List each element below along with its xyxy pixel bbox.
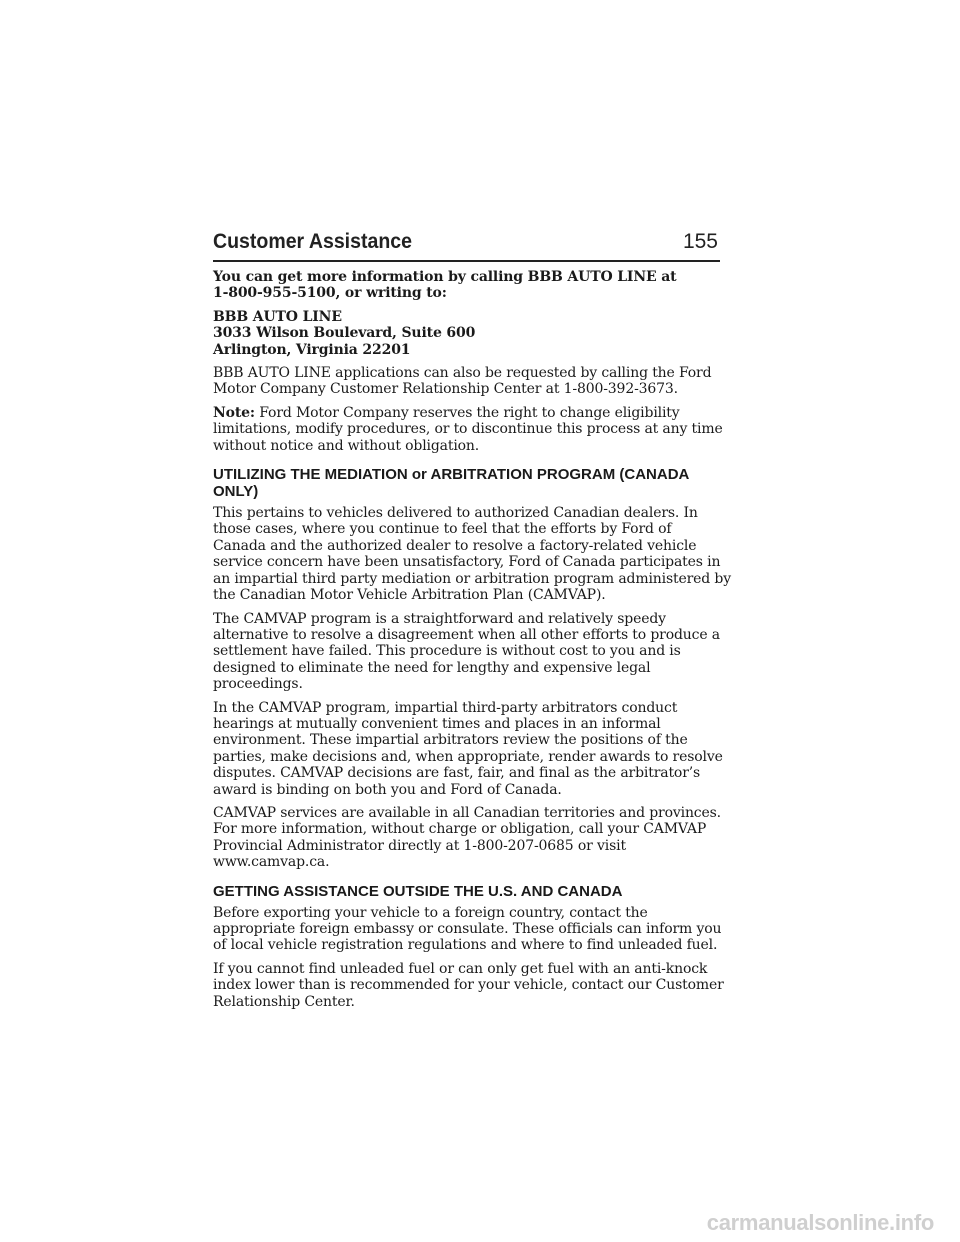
canada-paragraph-3: In the CAMVAP program, impartial third-party arbitrators conduct hearings at mutually convenient times and places in an informal environment. These impartial arbitrators review the positions of the parties, make decisions and, when appropriate, render awards to resolve disputes. CAMVAP decisions are fast, fair, and final as the arbitrator’s award is binding on both you and Ford of Canada. bbox=[213, 699, 723, 798]
outside-paragraph-1: Before exporting your vehicle to a foreign country, contact the appropriate foreign embassy or consulate. These officials can inform you of local vehicle registration regulations and where to find unleaded fuel. bbox=[213, 904, 722, 954]
page-number: 155 bbox=[682, 230, 718, 253]
heading-outside-us-canada: GETTING ASSISTANCE OUTSIDE THE U.S. AND CANADA bbox=[213, 882, 623, 900]
canada-paragraph-2: The CAMVAP program is a straightforward and relatively speedy alternative to resolve a disagreement when all other efforts to produce a settlement have failed. This procedure is without cost to you and is designed to eliminate the need for lengthy and expensive legal proceedings. bbox=[213, 610, 720, 693]
canada-paragraph-4: CAMVAP services are available in all Canadian territories and provinces. For more information, without charge or obligation, call your CAMVAP Provincial Administrator directly at 1-800-207-0685 or visit www.camvap.ca. bbox=[213, 804, 721, 871]
mailing-address: BBB AUTO LINE 3033 Wilson Boulevard, Suite 600 Arlington, Virginia 22201 bbox=[213, 308, 476, 358]
page-body bbox=[213, 269, 733, 1017]
canada-paragraph-1: This pertains to vehicles delivered to authorized Canadian dealers. In those cases, where you continue to feel that the efforts by Ford of Canada and the authorized dealer to resolve a factory-related vehicle service concern have been unsatisfactory, Ford of Canada participates in an impartial third party mediation or arbitration program administered by the Canadian Motor Vehicle Arbitration Plan (CAMVAP). bbox=[213, 505, 731, 604]
site-watermark: carmanualsonline.info bbox=[706, 1210, 934, 1235]
section-title: Customer Assistance bbox=[213, 230, 412, 253]
applications-paragraph: BBB AUTO LINE applications can also be requested by calling the Ford Motor Company Customer Relationship Center at 1-800-392-3673. bbox=[213, 365, 712, 398]
note-paragraph bbox=[213, 405, 733, 454]
note-label: Note: bbox=[213, 404, 255, 421]
page-header bbox=[213, 228, 720, 262]
heading-canada-program: UTILIZING THE MEDIATION or ARBITRATION PROGRAM (CANADA ONLY) bbox=[213, 466, 690, 501]
outside-paragraph-2: If you cannot find unleaded fuel or can only get fuel with an anti-knock index lower than is recommended for your vehicle, contact our Customer Relationship Center. bbox=[213, 960, 724, 1010]
note-text: Ford Motor Company reserves the right to change eligibility limitations, modify procedures, or to discontinue this process at any time without notice and without obligation. bbox=[213, 404, 723, 454]
intro-paragraph: You can get more information by calling BBB AUTO LINE at 1-800-955-5100, or writing to: bbox=[213, 269, 677, 302]
